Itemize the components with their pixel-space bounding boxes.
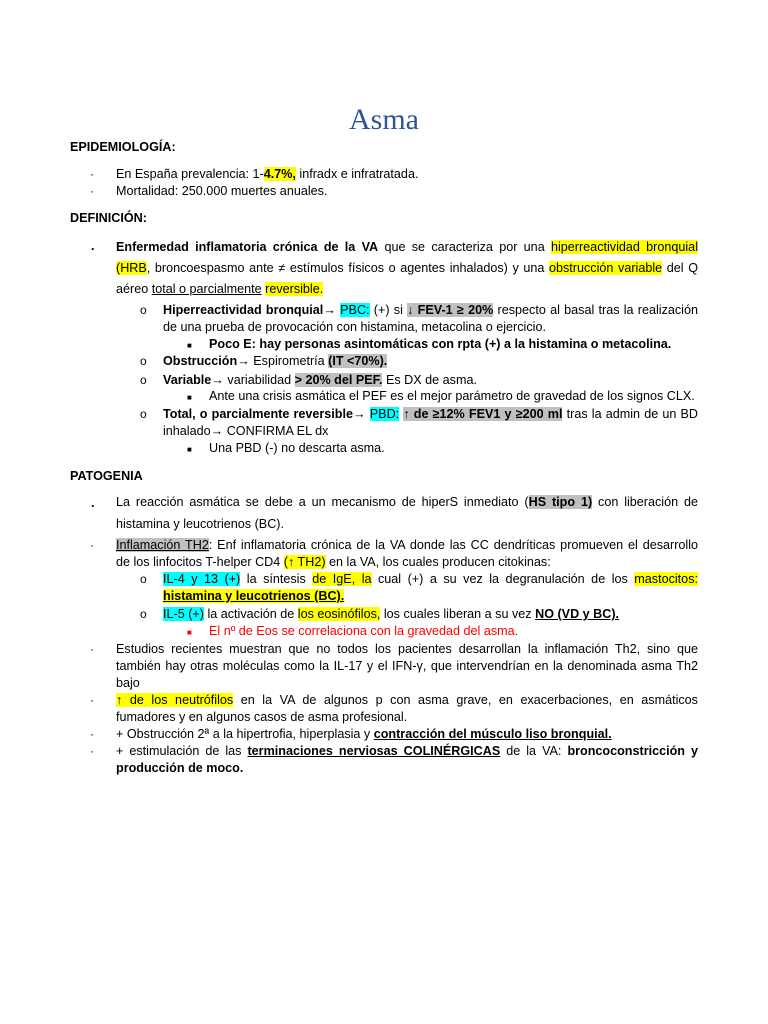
bullet-circle: o (140, 373, 147, 387)
bullet-dot: · (90, 727, 94, 741)
bullet-circle: o (140, 303, 147, 317)
patogenia-p2-line-2: de los linfocitos T-helper CD4 (↑ TH2) en la VA, los cuales producen citokinas: (116, 555, 551, 569)
bullet-dot: · (90, 167, 94, 181)
bullet-square: ■ (187, 445, 192, 454)
patogenia-p6-line-2: producción de moco. (116, 761, 244, 775)
variable-subitem: Ante una crisis asmática el PEF es el mejor parámetro de gravedad de los signos CLX. (209, 389, 695, 403)
variable-item: Variable→ variabilidad > 20% del PEF. Es DX de asma. (163, 373, 477, 387)
hrb-item-line-1: Hiperreactividad bronquial→ PBC: (+) si ↓ FEV-1 ≥ 20% respecto al basal tras la realización (163, 303, 698, 317)
bullet-circle: o (140, 607, 147, 621)
il4-item-line-2: histamina y leucotrienos (BC). (163, 589, 345, 603)
patogenia-p1-line-2: histamina y leucotrienos (BC). (116, 517, 284, 531)
epidemiologia-item-2: Mortalidad: 250.000 muertes anuales. (116, 184, 328, 198)
reversible-item-line-2: inhalado→ CONFIRMA EL dx (163, 424, 329, 438)
heading-patogenia: PATOGENIA (70, 469, 143, 483)
definicion-paragraph-line-2: (HRB, broncoespasmo ante ≠ estímulos físicos o agentes inhalados) y una obstrucción variable del Q (116, 261, 698, 275)
document-title: Asma (349, 103, 419, 136)
definicion-paragraph-line-3: aéreo total o parcialmente reversible. (116, 282, 324, 296)
bullet-dot: · (90, 744, 94, 758)
bullet-circle: o (140, 572, 147, 586)
patogenia-p6-line-1: + estimulación de las terminaciones nerviosas COLINÉRGICAS de la VA: broncoconstricción y (116, 744, 699, 758)
bullet-square: ■ (187, 341, 192, 350)
patogenia-p1-line-1: La reacción asmática se debe a un mecanismo de hiperS inmediato (HS tipo 1) con liberación de (116, 495, 698, 509)
bullet-dot: · (90, 642, 94, 656)
patogenia-p2-line-1: Inflamación TH2: Enf inflamatoria crónica de la VA donde las CC dendríticas promueven el desarrollo (116, 538, 698, 552)
bullet-dot: · (90, 693, 94, 707)
patogenia-p3-line-3: bajo (116, 676, 140, 690)
bullet-dot: . (91, 496, 95, 510)
epidemiologia-item-1: En España prevalencia: 1-4.7%, infradx e infratratada. (116, 167, 419, 181)
bullet-circle: o (140, 354, 147, 368)
bullet-dot: . (91, 239, 95, 253)
bullet-square: ■ (187, 393, 192, 402)
heading-epidemiologia: EPIDEMIOLOGÍA: (70, 140, 176, 154)
heading-definicion: DEFINICIÓN: (70, 211, 147, 225)
patogenia-p4-line-1: ↑ de los neutrófilos en la VA de algunos p con asma grave, en exacerbaciones, en asmáticos (116, 693, 698, 707)
hrb-subitem: Poco E: hay personas asintomáticas con rpta (+) a la histamina o metacolina. (209, 337, 672, 351)
il5-subitem: El nº de Eos se correlaciona con la gravedad del asma. (209, 624, 519, 638)
patogenia-p5: + Obstrucción 2ª a la hipertrofia, hiperplasia y contracción del músculo liso bronquial. (116, 727, 612, 741)
bullet-circle: o (140, 407, 147, 421)
bullet-dot: · (90, 538, 94, 552)
hrb-item-line-2: de una prueba de provocación con histamina, metacolina o ejercicio. (163, 320, 546, 334)
patogenia-p3-line-1: Estudios recientes muestran que no todos los pacientes desarrollan la inflamación Th2, sino que (116, 642, 698, 656)
obstruccion-item: Obstrucción→ Espirometría (IT <70%). (163, 354, 388, 368)
patogenia-p4-line-2: fumadores y en algunos casos de asma profesional. (116, 710, 408, 724)
definicion-paragraph-line-1: Enfermedad inflamatoria crónica de la VA que se caracteriza por una hiperreactividad bronquial (116, 240, 698, 254)
bullet-square: ■ (187, 628, 192, 637)
bullet-dot: · (90, 184, 94, 198)
reversible-subitem: Una PBD (-) no descarta asma. (209, 441, 385, 455)
il4-item-line-1: IL-4 y 13 (+) la síntesis de IgE, la cual (+) a su vez la degranulación de los mastocitos: (163, 572, 698, 586)
il5-item: IL-5 (+) la activación de los eosinófilos, los cuales liberan a su vez NO (VD y BC). (163, 607, 620, 621)
patogenia-p3-line-2: también hay otras moléculas como la IL-17 y el IFN-γ, que intervendrían en la denominada asma Th2 (116, 659, 698, 673)
reversible-item-line-1: Total, o parcialmente reversible→ PBD: ↑ de ≥12% FEV1 y ≥200 ml tras la admin de un BD (163, 407, 699, 421)
